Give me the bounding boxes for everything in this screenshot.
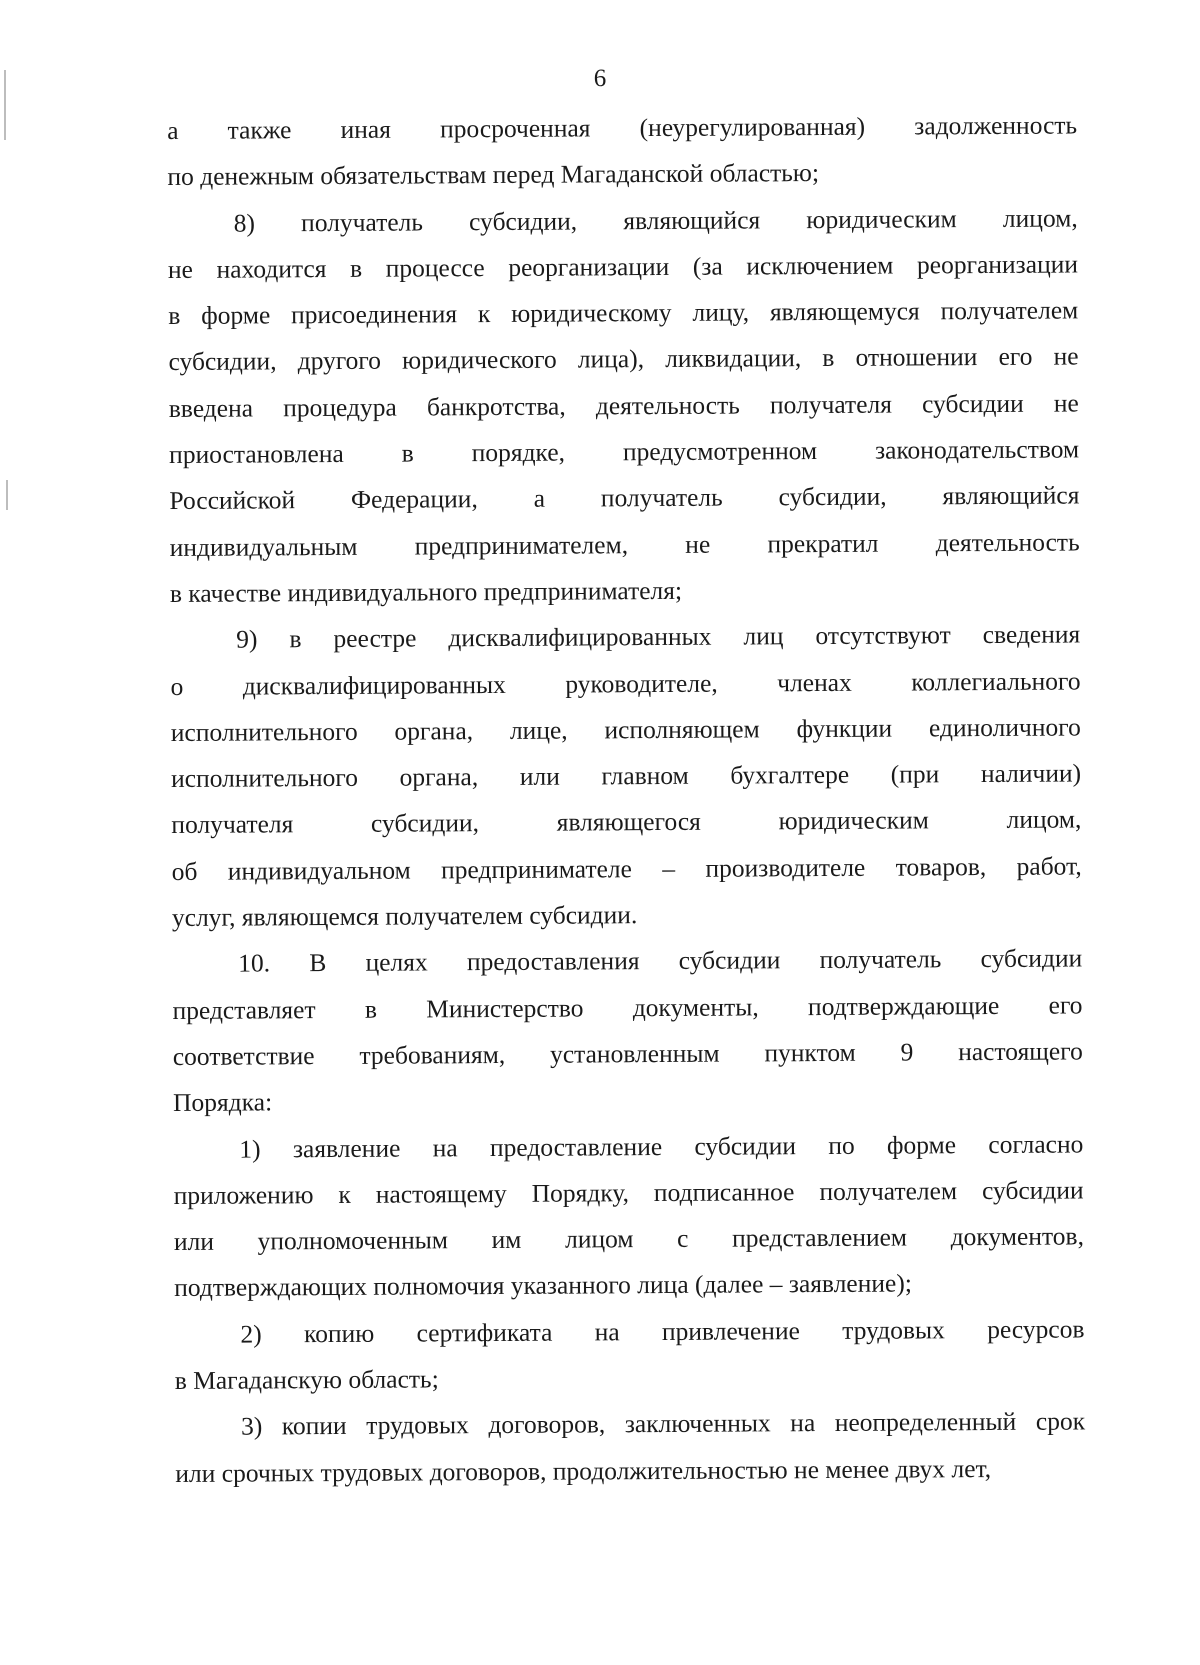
- text-line: получателя субсидии, являющегося юридическим лицом,: [171, 804, 1082, 840]
- paragraph-p-cont: [167, 102, 1078, 200]
- text-line: соответствие требованиям, установленным пунктом 9 настоящего: [172, 1036, 1083, 1071]
- text-line: 8) получатель субсидии, являющийся юридическим лицом,: [233, 203, 1078, 238]
- text-line: об индивидуальном предпринимателе – производителе товаров, работ,: [171, 851, 1082, 886]
- text-line: приостановлена в порядке, предусмотренном законодательством: [169, 434, 1080, 470]
- text-line: по денежным обязательствам перед Магаданской областью;: [167, 158, 820, 192]
- text-line: а также иная просроченная (неурегулированная) задолженность: [167, 110, 1078, 145]
- text-line: о дисквалифицированных руководителе, членах коллегиального: [170, 665, 1081, 701]
- text-line: Порядка:: [172, 1087, 273, 1118]
- paragraph-p-10-3: [175, 1399, 1086, 1497]
- page-number: 6: [593, 65, 607, 92]
- paragraph-p-9: [170, 612, 1082, 942]
- text-line: 2) копию сертификата на привлечение трудовых ресурсов: [240, 1314, 1085, 1349]
- text-line: или уполномоченным им лицом с представлением документов,: [173, 1221, 1084, 1257]
- text-line: 3) копии трудовых договоров, заключенных на неопределенный срок: [240, 1406, 1086, 1441]
- text-line: или срочных трудовых договоров, продолжительностью не менее двух лет,: [175, 1453, 992, 1488]
- text-line: субсидии, другого юридического лица), ликвидации, в отношении его не: [168, 341, 1079, 377]
- text-line: 10. В целях предоставления субсидии получатель субсидии: [238, 943, 1083, 978]
- text-line: подтверждающих полномочия указанного лица (далее – заявление);: [174, 1268, 912, 1303]
- text-line: в форме присоединения к юридическому лицу, являющемуся получателем: [168, 295, 1079, 331]
- text-line: приложению к настоящему Порядку, подписанное получателем субсидии: [173, 1175, 1084, 1210]
- document-body: [167, 102, 1085, 1496]
- text-line: в качестве индивидуального предпринимателя;: [169, 575, 683, 608]
- text-line: 9) в реестре дисквалифицированных лиц отсутствуют сведения: [236, 619, 1081, 654]
- text-line: Российской Федерации, а получатель субсидии, являющийся: [169, 480, 1080, 516]
- text-line: исполнительного органа, или главном бухгалтере (при наличии): [171, 758, 1082, 794]
- paragraph-p-10: [172, 936, 1083, 1127]
- text-line: введена процедура банкротства, деятельность получателя субсидии не: [168, 388, 1079, 423]
- text-line: исполнительного органа, лице, исполняющем функции единоличного: [170, 712, 1081, 747]
- paragraph-p-10-2: [174, 1306, 1085, 1404]
- text-line: услуг, являющемся получателем субсидии.: [171, 900, 638, 933]
- paragraph-p-8: [168, 195, 1081, 617]
- text-line: не находится в процессе реорганизации (за исключением реорганизации: [167, 249, 1079, 284]
- paragraph-p-10-1: [173, 1121, 1084, 1312]
- text-line: индивидуальным предпринимателем, не прекратил деятельность: [169, 527, 1080, 562]
- text-line: 1) заявление на предоставление субсидии по форме согласно: [239, 1128, 1084, 1164]
- text-line: представляет в Министерство документы, подтверждающие его: [172, 990, 1083, 1025]
- scan-margin-mark: [6, 480, 8, 510]
- text-line: в Магаданскую область;: [174, 1364, 439, 1395]
